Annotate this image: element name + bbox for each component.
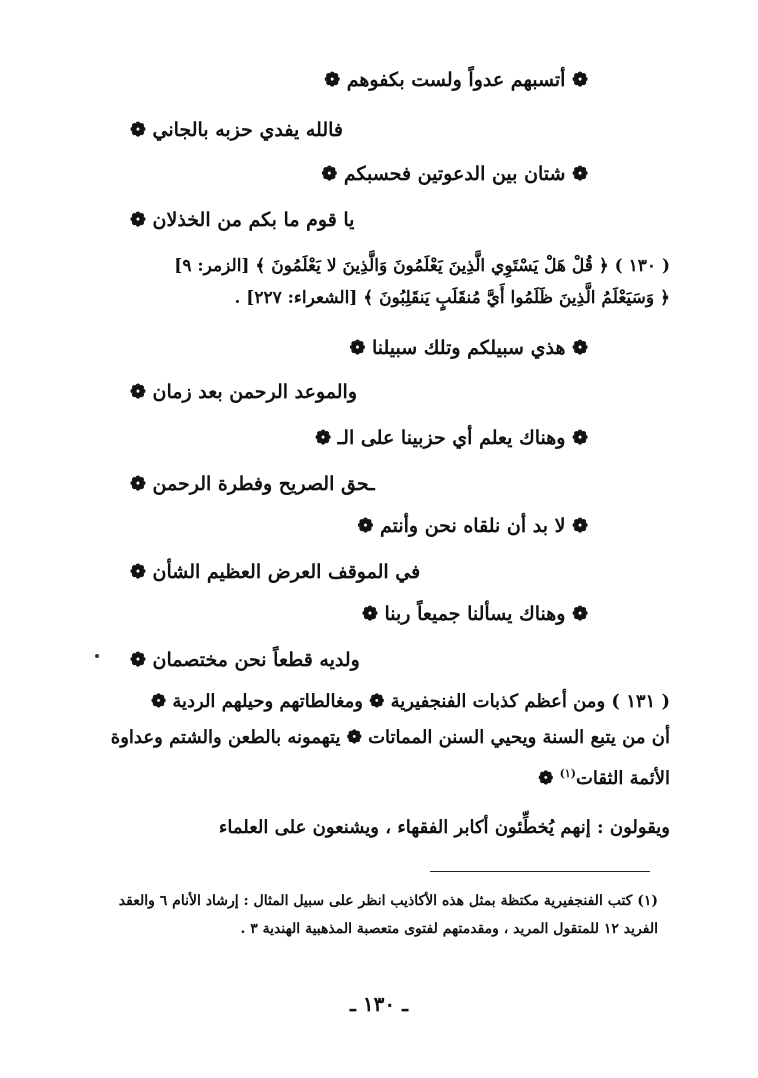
quran-130-line-1: ( ١٣٠ ) ﴿ قُلْ هَلْ يَسْتَوِي الَّذِينَ يَعْلَمُونَ وَالَّذِينَ لا يَعْلَمُونَ ﴾ [الزمر: ٩]	[174, 256, 670, 276]
para-131-line-3-end: ❁	[538, 768, 560, 789]
poem-line-3: ❁ شتان بين الدعوتين فحسبكم ❁	[321, 163, 588, 185]
para-131-line-4: ويقولون : إنهم يُخطِّئون أكابر الفقهاء ، ويشنعون على العلماء	[218, 817, 670, 838]
poem-line-1: ❁ أتسبهم عدواً ولست بكفوهم ❁	[324, 69, 588, 91]
poem2-line-1: ❁ هذي سبيلكم وتلك سبيلنا ❁	[349, 337, 588, 359]
para-131-line-2: أن من يتبع السنة ويحيي السنن المماتات ❁ يتهمونه بالطعن والشتم وعداوة	[110, 727, 670, 748]
poem2-line-6: في الموقف العرض العظيم الشأن ❁	[130, 561, 421, 583]
poem2-line-3: ❁ وهناك يعلم أي حزبينا على الـ ❁	[315, 427, 588, 449]
para-131-line-1: ( ١٣١ ) ومن أعظم كذبات الفنجفيرية ❁ ومغالطاتهم وحيلهم الردية ❁	[150, 691, 670, 712]
footnote-line-1: (١) كتب الفنجفيرية مكتظة بمثل هذه الأكاذيب انظر على سبيل المثال : إرشاد الأنام ٦ والعقد	[118, 893, 658, 909]
poem2-line-2: والموعد الرحمن بعد زمان ❁	[130, 381, 357, 403]
para-131-line-3-text: الأئمة الثقات	[575, 768, 670, 789]
footnote-ref: (١)	[559, 767, 576, 780]
para-131-line-3	[88, 760, 670, 793]
footnote-divider	[430, 871, 650, 872]
poem2-line-5: ❁ لا بد أن نلقاه نحن وأنتم ❁	[357, 515, 588, 537]
poem-line-2: فالله يفدي حزبه بالجاني ❁	[130, 119, 344, 141]
page-number: ـ ١٣٠ ـ	[350, 992, 408, 1016]
quran-130-line-2: ﴿ وَسَيَعْلَمُ الَّذِينَ ظَلَمُوا أَيَّ مُنقَلَبٍ يَنقَلِبُونَ ﴾ [الشعراء: ٢٢٧] .	[234, 288, 670, 308]
poem2-line-8: ولديه قطعاً نحن مختصمان ❁	[130, 649, 360, 671]
poem-line-4: يا قوم ما بكم من الخذلان ❁	[130, 209, 355, 231]
poem2-line-4: ـحق الصريح وفطرة الرحمن ❁	[130, 473, 375, 495]
stray-dot	[95, 654, 99, 658]
footnote-line-2: الفريد ١٢ للمتقول المريد ، ومقدمتهم لفتوى متعصبة المذهبية الهندية ٣ .	[240, 921, 658, 937]
poem2-line-7: ❁ وهناك يسألنا جميعاً ربنا ❁	[361, 603, 588, 625]
